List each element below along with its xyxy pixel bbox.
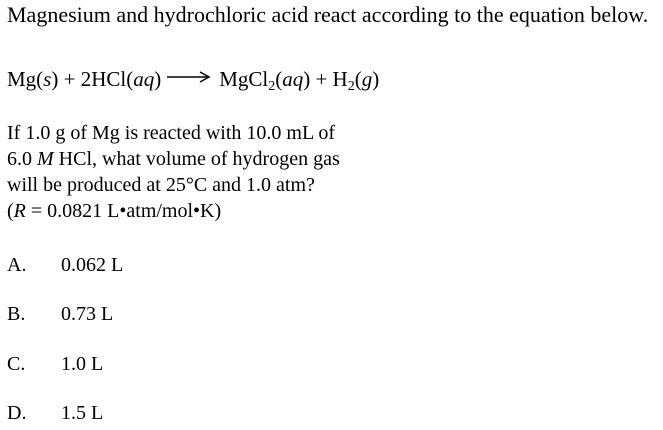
eq-mgcl-open: ( [275, 67, 283, 91]
option-value: 1.0 L [61, 353, 104, 375]
reaction-arrow-icon [167, 66, 211, 92]
eq-mg-state: s [43, 67, 52, 91]
eq-hcl-close: ) [154, 67, 162, 91]
eq-mgcl: MgCl [219, 67, 269, 91]
eq-h-subscript: 2 [347, 79, 355, 94]
eq-mgcl-subscript: 2 [268, 79, 276, 94]
option-letter: D. [7, 402, 27, 424]
eq-hcl-state: aq [133, 67, 155, 91]
option-value: 0.062 L [61, 254, 124, 276]
chemical-equation [7, 66, 379, 92]
prompt-line-4-open: ( [7, 200, 14, 222]
prompt-line-4 [7, 198, 340, 224]
prompt-line-2-post: HCl, what volume of hydrogen gas [53, 148, 340, 170]
option-letter: A. [7, 254, 27, 276]
eq-mg: Mg( [7, 67, 44, 91]
eq-h: ) + H [303, 67, 348, 91]
prompt-line-3: will be produced at 25°C and 1.0 atm? [7, 174, 315, 196]
question-title: Magnesium and hydrochloric acid react according to the equation below. [7, 2, 649, 27]
eq-h-state: g [361, 67, 373, 91]
eq-h-open: ( [354, 67, 362, 91]
option-value: 0.73 L [61, 303, 114, 325]
prompt-line-1: If 1.0 g of Mg is reacted with 10.0 mL of [7, 122, 336, 144]
eq-mgcl-state: aq [282, 67, 304, 91]
molarity-symbol: M [37, 148, 54, 170]
eq-h-close: ) [372, 67, 380, 91]
prompt-line-2 [7, 146, 340, 172]
eq-hcl: ) + 2HCl( [51, 67, 134, 91]
gas-constant-symbol: R [13, 200, 26, 222]
prompt-line-4-rest: = 0.0821 L•atm/mol•K) [25, 200, 222, 222]
option-letter: B. [7, 303, 26, 325]
option-letter: C. [7, 353, 26, 375]
question-prompt [7, 120, 340, 224]
option-value: 1.5 L [61, 402, 104, 424]
prompt-line-2-pre: 6.0 [7, 148, 37, 170]
